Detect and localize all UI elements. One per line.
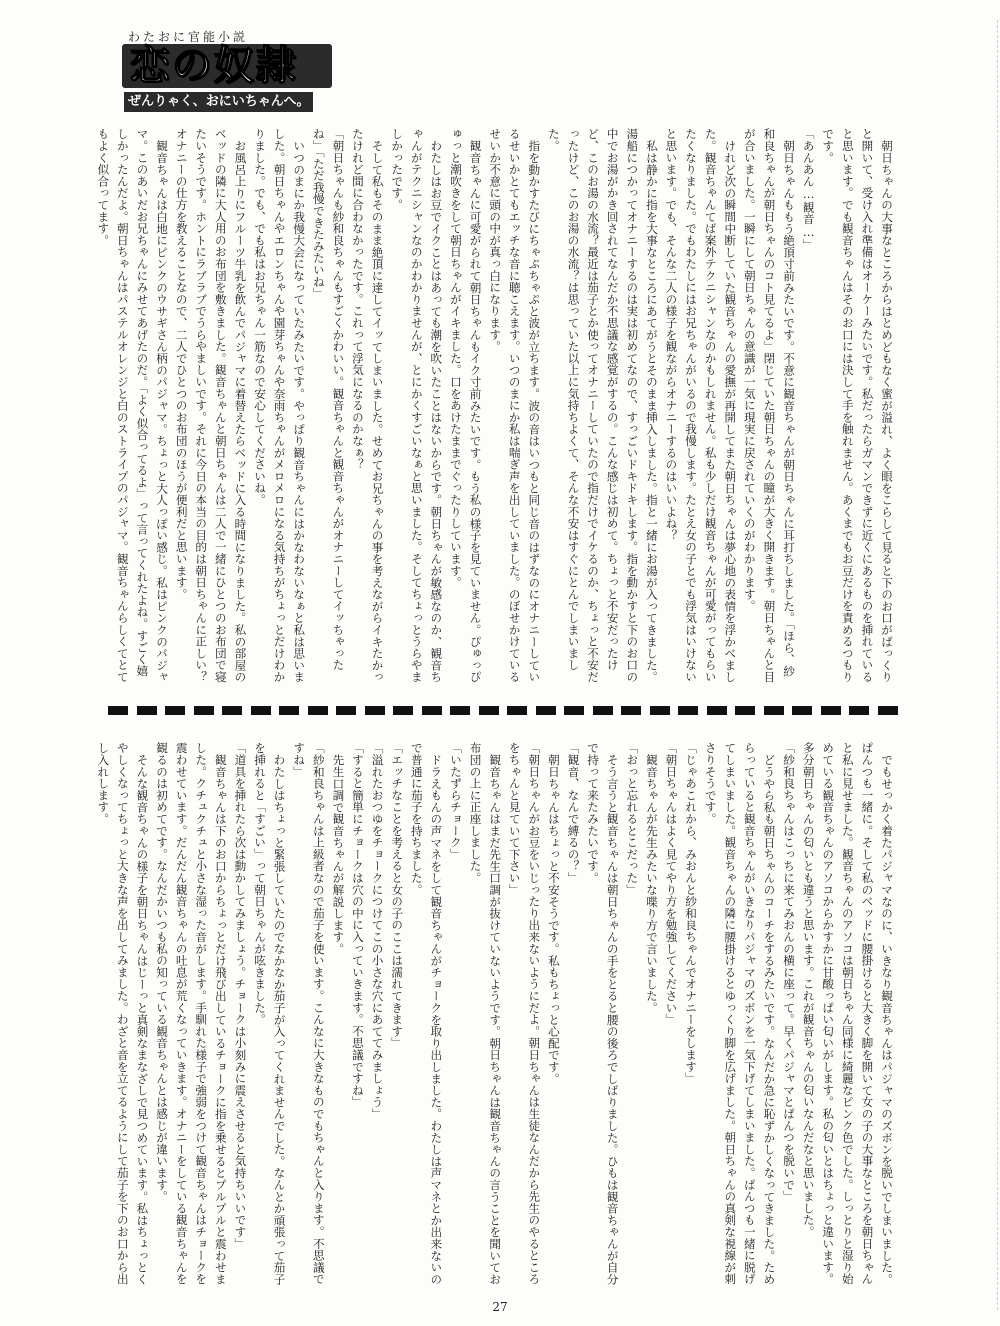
dialogue-line: 「朝日ちゃんはよく見てやり方を勉強してください」	[664, 742, 679, 1026]
dialogue-line: 「紗和良ちゃんはこっちに来てみおんの横に座って。早くパジャマとぱんつを脱いで」	[782, 742, 797, 1203]
dialogue-line: 「エッチなことを考えると女の子のここは濡れてきます」	[390, 742, 405, 1049]
paragraph: けれど次の瞬間中断していた観音ちゃんの愛撫が再開してまた朝日ちゃんは夢心地の表情を浮かべました。観音ちゃんてば案外テクニシャンなのかもしれません。私も少しだけ観音ちゃんが可愛がってもらいたくなりました。でもわたしにはお兄ちゃんがいるので我慢します。たとえ女の子とでも浮気はいけないと思います。でも、そんな二人の様子を観ながらオナニーするのはいいよね？	[664, 128, 738, 683]
story-title-block	[122, 28, 336, 114]
paragraph: 観音ちゃんが先生みたいな喋り方で言いました。	[644, 753, 659, 1014]
paragraph: 先生口調で観音ちゃんが解説します。	[331, 753, 346, 955]
story-title: 恋の奴隷	[130, 42, 298, 89]
paragraph: どうやら私も朝日ちゃんのコーチをするみたいです。なんだか急に恥ずかしくなってきました。ためらっていると観音ちゃんがいきなりパジャマのズボンを一気下げてしまいました。ぱんつも一緒に脱げてしまいました。観音ちゃんの隣に腰掛けるとゆっくり脚を広げました。朝日ちゃんの真剣な視線が刺さりそうです。	[703, 742, 777, 1285]
paragraph: そして私もそのまま絶頂に達してイッてしまいました。せめてお兄ちゃんの事を考えながらイキたかったけれど間に合わなかったです。これって浮気になるのかなぁ？	[350, 128, 385, 683]
paragraph: わたしはお豆でイクことはあっても潮を吹いたことはないからです。朝日ちゃんが敏感なのか、観音ちゃんがテクニシャンなのかわかりませんが、とにかくすごいなぁと思いました。そしてちょっとうらやましかったです。	[390, 128, 444, 683]
series-label: わたおに官能小説	[128, 30, 249, 44]
dialogue-line: 「すると簡単にチョークは穴の中に入っていきます。不思議ですね」	[350, 742, 365, 1108]
dialogue-line: 「朝日ちゃんがお豆をいじったり出来ないようにだよ。朝日ちゃんは生徒なんだから先生のやるところをちゃんと見ていて下さい」	[507, 742, 542, 1285]
paragraph: そう言うと観音ちゃんは朝日ちゃんの手をとると腰の後ろでしばりました。ひもは観音ちゃんが自分で持って来たみたいです。	[586, 742, 620, 1285]
dialogue-line: 「あんあん…観音…」	[801, 128, 816, 251]
paragraph: 指を動かすたびにちゃぷちゃぷと波が立ちます。波の音はいつもと同じ音のはずなのにオナニーしているせいかとてもエッチな音に聴こえます。いつのまにか私は喘ぎ声を出していました。のぼせかけているせいか不意に頭の中が真っ白になります。	[488, 128, 542, 683]
paragraph: わたしはちょっと緊張していたのでなかなか茄子が入ってくれませんでした。なんとか頑張って茄子を挿れると「すごい」って朝日ちゃんが呟きました。	[253, 742, 287, 1285]
paragraph: いつのまにか我慢大会になっていたみたいです。やっぱり観音ちゃんにはかなわないなぁと私は思いました。朝日ちゃんやエロンちゃんや園芽ちゃんや奈雨ちゃんがメロメロになる気持ちがちょっとだけわかりました。でも、でも私はお兄ちゃん一筋なので安心してくださいね。	[253, 128, 307, 683]
paragraph: でもせっかく着たパジャマなのに、いきなり観音ちゃんはパジャマのズボンを脱いでしまいました。ぱんつも一緒に。そして私のベッドに腰掛けると大きく脚を開いて女の子の大事なところを朝日ちゃんと私に見せました。観音ちゃんのアソコは朝日ちゃん同様に綺麗なピンク色でした。しっとりと湿り始めている観音ちゃんのアソコからかすかに甘酸っぱい匂いがします。私の匂いとはちょっと違います。多分朝日ちゃんの匂いとも違うと思います。これが観音ちゃんの匂いなんだなと思いました。	[801, 742, 894, 1285]
dialogue-line: 「紗和良ちゃんは上級者なので茄子を使います。こんなに大きなものでもちゃんと入ります。不思議ですね」	[292, 742, 326, 1285]
story-tagline: ぜんりゃく、おにいちゃんへ。	[124, 92, 313, 112]
scan-edge	[991, 20, 998, 1310]
paragraph: お風呂上りにフルーツ牛乳を飲んでパジャマに着替えたらベッドに入る時間になりました。私の部屋のベッドの隣に大人用のお布団を敷きました。観音ちゃんと朝日ちゃんは二人で一緒にひとつのお布団で寝たいそうです。ホントにラブラブでうらやましいです。それに今日の本当の目的は朝日ちゃんに正しい？オナニーの仕方を教えることなので、二人でひとつのお布団のほうが便利だと思います。	[174, 128, 248, 683]
paragraph: 私は静かに指を大事なところにあてがうとそのまま挿入しました。指と一緒にお湯が入ってきました。湯船につかってオナニーするのは実は初めてなので、すっごいドキドキします。指を動かすと下のお口の中でお湯がかき回されてなんだか不思議な感覚がするの。こんな感じは初めて。ちょっと不安だったけど、このお湯の水流？最近は茄子とか使ってオナニーしていたので指だけでイケるのか、ちょっと不安だったけど、このお湯の水流？は思っていた以上に気持ちよくて、そんな不安はすぐにとんでしまいました。	[546, 128, 659, 683]
section-divider	[108, 704, 898, 716]
dialogue-line: 「おっと忘れるとこだった」	[625, 742, 640, 896]
dialogue-line: 「観音、なんで縛るの？」	[566, 742, 581, 884]
paragraph: 観音ちゃんは白地にピンクのウサギさん柄のパジャマ。ちょっと大人っぽい感じ。私はピンクのパジャマ。このあいだお兄ちゃんにみせてあげたのだ。「よく似合ってるよ」って言ってくれたよね。すごく嬉しかったんだよ。朝日ちゃんはパステルオレンジと白のストライプのパジャマ。観音ちゃんらしくてとてもよく似合ってます。	[96, 128, 170, 683]
paragraph: ドラえもんの声マネをして観音ちゃんがチョークを取り出しました。わたしは声マネとか出来ないので普通に茄子を持ちました。	[409, 742, 444, 1285]
upper-text-column	[96, 128, 896, 688]
paragraph: 朝日ちゃんももう絶頂寸前みたいです。不意に観音ちゃんが朝日ちゃんに耳打ちしました。「ほら、紗和良ちゃんが朝日ちゃんのコト見てるよ」閉じていた朝日ちゃんの瞳が大きく開きます。朝日ちゃんと目が合いました。一瞬にして朝日ちゃんの意識が一気に現実に戻されていくのがわかります。	[742, 128, 797, 683]
page-number: 27	[492, 1300, 508, 1314]
dialogue-line: 「じゃあこれから、みおんと紗和良ちゃんでオナニーをします」	[684, 742, 699, 1085]
paragraph: 観音ちゃんに可愛がられて朝日ちゃんもイク寸前みたいです。もう私の様子を見ていません。ぴゅっぴゅっと潮吹きをして朝日ちゃんがイキました。口をあけたままでぐったりしています。	[448, 128, 483, 683]
paragraph: 観音ちゃんはまだ先生口調が抜けていないようです。朝日ちゃんは観音ちゃんの言うことを聞いてお布団の上に正座しました。	[468, 742, 503, 1285]
paragraph: 朝日ちゃんはちょっと不安そうです。私もちょっと心配です。	[546, 753, 561, 1084]
dialogue-line: 「朝日ちゃんも紗和良ちゃんもすごくかわいい。観音ちゃんと観音ちゃんがオナニーしてイッちゃったね」「ただ我慢できたみたいね」	[311, 128, 346, 671]
dialogue-line: 「いたずらチョーク」	[448, 742, 463, 860]
paragraph: そんな観音ちゃんの様子を朝日ちゃんはじーっと真剣なまなざしで見つめています。私はちょっとくやしくなってちょっと大きな声を出してみました。わざと音を立てるようにして茄子を下のお口から出し入れします。	[96, 742, 150, 1285]
dialogue-line: 「道具を挿れたら次は動かしてみましょう。チョークは小刻みに震えさせると気持ちいいです」	[233, 742, 248, 1250]
paragraph: 朝日ちゃんの大事なところからはとめどもなく蜜が溢れ、よく眼をこらして見ると下のお口がぱっくりと開いて、受け入れ準備はオーケーみたいです。私だったらガマンできずに近くにあるものを挿れていると思います。でも観音ちゃんはそのお口には決して手を触れません。あくまでもお豆だけを責めるつもりです。	[821, 128, 894, 683]
dialogue-line: 「溢れたおつゆをチョークにつけてこの小さな穴にあててみましょう」	[370, 742, 385, 1120]
paragraph: 観音ちゃんは下のお口からちょっとだけ飛び出しているチョークに指を乗せるとプルプルと震わせました。クチュクチュと小さな湿った音がします。手馴れた様子で強弱をつけて観音ちゃんはチョークを震わせています。だんだん観音ちゃんの吐息が荒くなっていきます。オナニーをしている観音ちゃんを観るのは初めてです。なんだかいつも私の知っている観音ちゃんとは感じが違います。	[155, 742, 228, 1285]
lower-text-column	[96, 742, 896, 1287]
